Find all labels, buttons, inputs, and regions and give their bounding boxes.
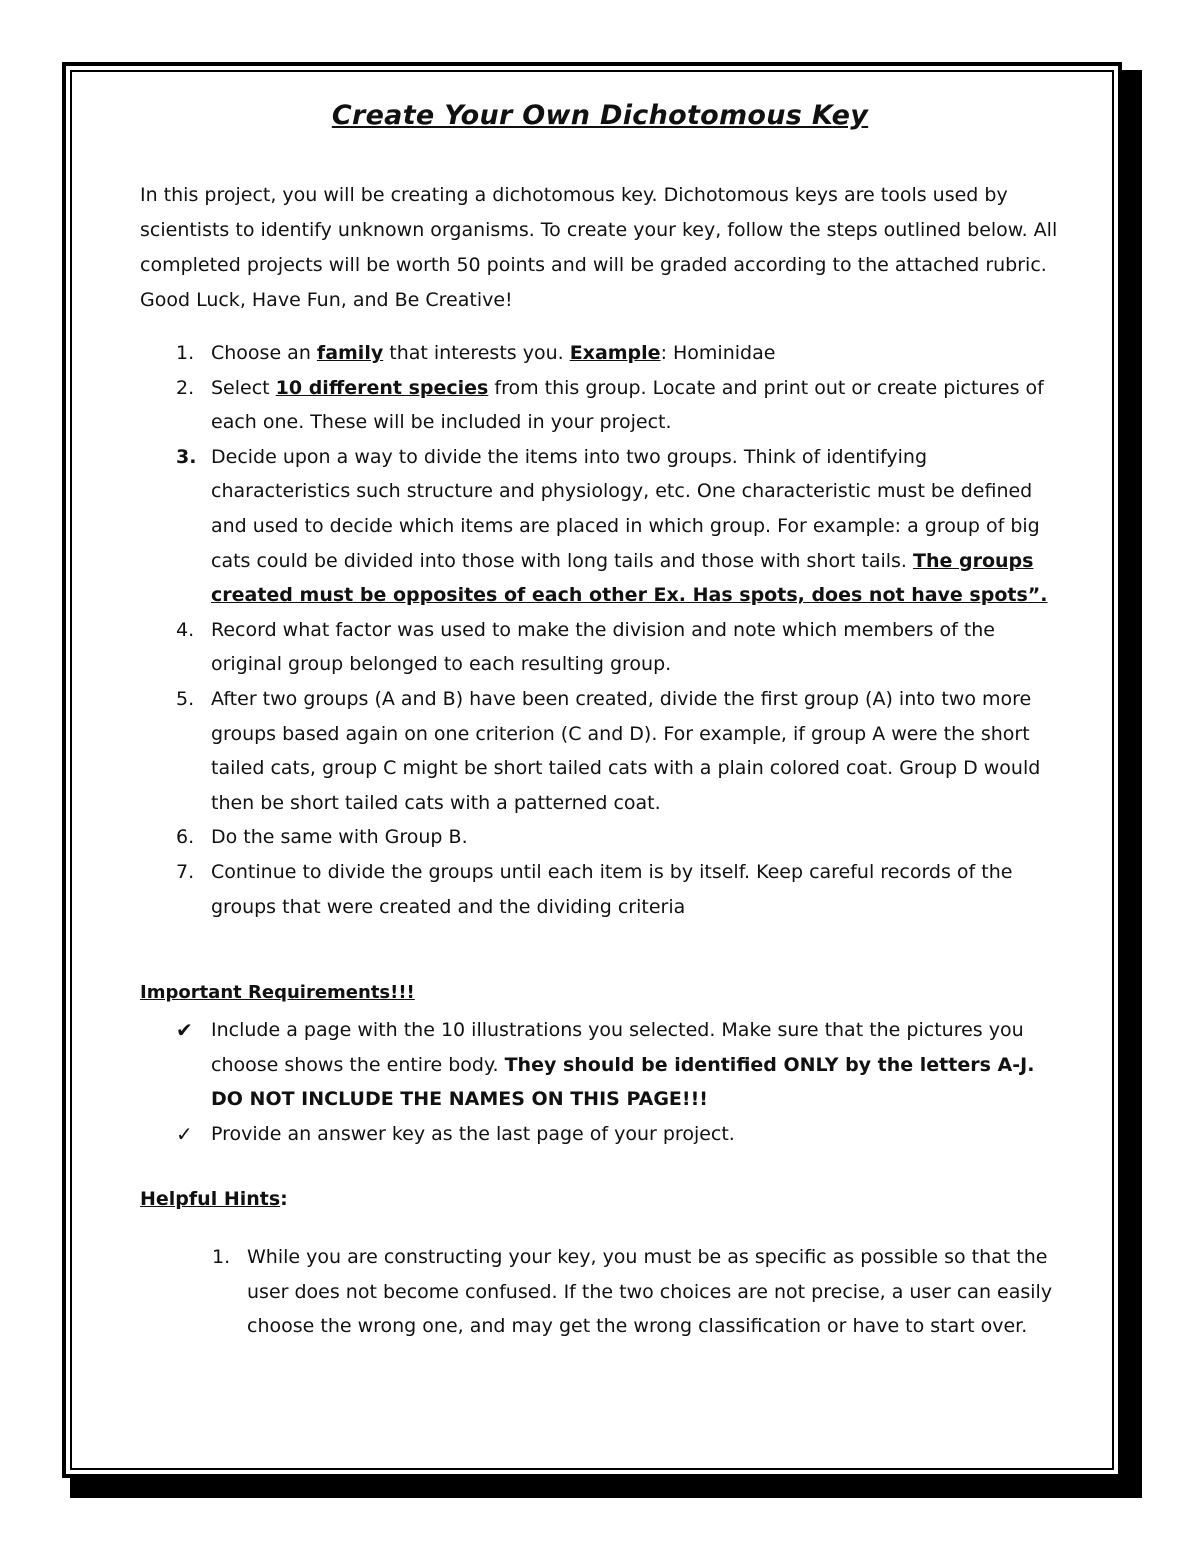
page-title: Create Your Own Dichotomous Key: [331, 100, 869, 131]
requirements-heading: Important Requirements!!!: [140, 982, 415, 1003]
list-item: 1. While you are constructing your key, you must be as specific as possible so that the user does not become confused. If the two choices are not precise, a user can easily choose the wrong one, and may get the wrong classification or have to start over.: [212, 1246, 1053, 1338]
list-item: 4. Record what factor was used to make the division and note which members of the original group belonged to each resulting group.: [176, 618, 996, 676]
list-item: 6. Do the same with Group B.: [176, 826, 468, 849]
list-item: ✔ Include a page with the 10 illustrations you selected. Make sure that the pictures you choose shows the entire body. They should be identified ONLY by the letters A-J. DO NOT INCLUDE THE NAMES ON THIS PAGE!!!: [140, 1013, 1060, 1117]
list-item: 5. After two groups (A and B) have been created, divide the first group (A) into two more groups based again on one criterion (C and D). For example, if group A were the short tailed cats, group C might be short tailed cats with a plain colored coat. Group D would then be short tailed cats with a patterned coat.: [176, 687, 1041, 814]
intro-paragraph: In this project, you will be creating a dichotomous key. Dichotomous keys are tools used by scientists to identify unknown organisms. To create your key, follow the steps outlined below. All completed projects will be worth 50 points and will be graded according to the attached rubric. Good Luck, Have Fun, and Be Creative!: [140, 184, 1058, 311]
list-item: 7. Continue to divide the groups until each item is by itself. Keep careful records of the groups that were created and the dividing criteria: [176, 860, 1013, 918]
checkmark-icon: ✓: [176, 1121, 193, 1146]
steps-list: [140, 336, 1060, 924]
requirements-list: [140, 1013, 1060, 1151]
list-item: ✓ Provide an answer key as the last page of your project.: [140, 1117, 1060, 1152]
hints-heading: Helpful Hints:: [140, 1188, 288, 1210]
list-item: 3. Decide upon a way to divide the items into two groups. Think of identifying characteristics such structure and physiology, etc. One characteristic must be defined and used to decide which items are placed in which group. For example: a group of big cats could be divided into those with long tails and those with short tails. The groups created must be opposites of each other Ex. Has spots, does not have spots”.: [176, 445, 1048, 607]
hints-list: [176, 1240, 1066, 1344]
checkmark-icon: ✔: [176, 1018, 193, 1042]
list-item: 2. Select 10 different species from this group. Locate and print out or create pictures of each one. These will be included in your project.: [176, 376, 1044, 434]
list-item: 1. Choose an family that interests you. Example: Hominidae: [176, 342, 776, 364]
